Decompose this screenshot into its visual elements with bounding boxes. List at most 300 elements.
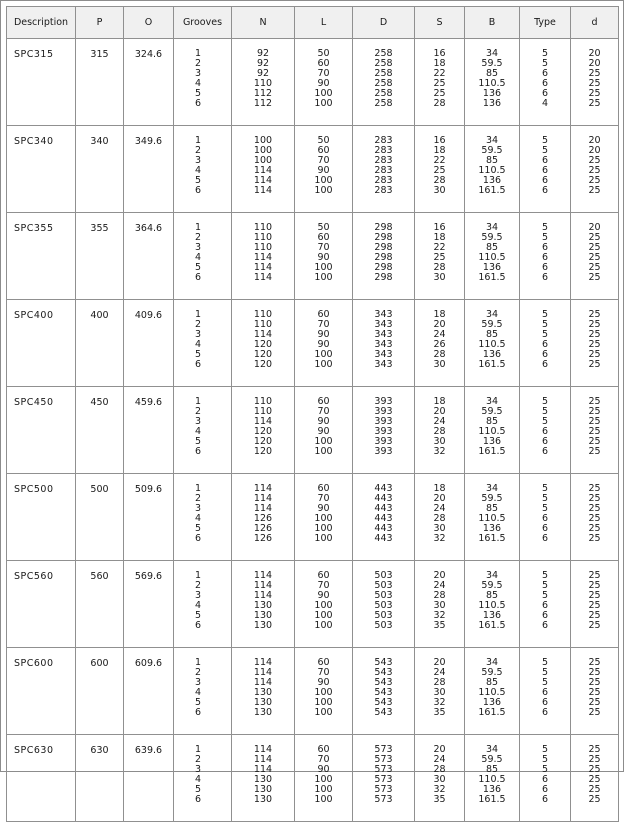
d-value: 25 — [588, 794, 601, 805]
groove-value: 5 — [195, 349, 202, 360]
d-value: 25 — [588, 513, 601, 524]
d-value: 393 — [374, 446, 393, 457]
groove-value: 3 — [195, 677, 202, 688]
l-cell — [295, 213, 353, 300]
b-value: 85 — [485, 503, 499, 514]
b-value: 110.5 — [478, 774, 506, 785]
n-value: 120 — [253, 446, 273, 457]
n-value: 114 — [253, 590, 273, 601]
p-cell: 600 — [76, 648, 124, 735]
n-cell — [232, 213, 295, 300]
groove-value: 4 — [195, 774, 202, 785]
grooves-cell — [174, 387, 232, 474]
b-value: 59.5 — [481, 493, 503, 504]
header-p: P — [76, 7, 124, 39]
s-value: 18 — [433, 483, 446, 494]
d-value: 25 — [588, 309, 601, 320]
groove-value: 2 — [195, 406, 202, 417]
d-value: 543 — [374, 657, 393, 668]
b-value: 59.5 — [481, 319, 503, 330]
d-value: 343 — [374, 349, 393, 360]
d-value: 543 — [374, 667, 393, 678]
b-value: 136 — [482, 784, 502, 795]
o-cell: 349.6 — [124, 126, 174, 213]
description-cell: SPC450 — [7, 387, 76, 474]
d-value: 573 — [374, 784, 393, 795]
o-cell: 639.6 — [124, 735, 174, 822]
type-value: 5 — [541, 667, 549, 678]
l-value: 70 — [317, 242, 330, 253]
d-value: 343 — [374, 359, 393, 370]
groove-value: 3 — [195, 155, 202, 166]
d-value: 25 — [588, 185, 601, 196]
n-value: 130 — [253, 794, 273, 805]
n-value: 110 — [253, 309, 273, 320]
l-value: 90 — [317, 78, 330, 89]
type-value: 6 — [541, 242, 549, 253]
n-value: 130 — [253, 687, 273, 698]
p-cell: 400 — [76, 300, 124, 387]
b-cell — [465, 126, 520, 213]
b-value: 34 — [485, 222, 499, 233]
type-value: 5 — [541, 483, 549, 494]
s-value: 28 — [433, 590, 446, 601]
l-cell — [295, 387, 353, 474]
l-value: 100 — [314, 774, 333, 785]
n-value: 130 — [253, 610, 273, 621]
d-value: 298 — [374, 242, 393, 253]
groove-value: 2 — [195, 232, 202, 243]
d-value: 25 — [588, 252, 601, 263]
b-value: 34 — [485, 309, 499, 320]
type-value: 5 — [541, 222, 549, 233]
b-value: 85 — [485, 155, 499, 166]
o-cell: 509.6 — [124, 474, 174, 561]
type-value: 6 — [541, 446, 549, 457]
b-cell — [465, 213, 520, 300]
d-cell — [571, 648, 619, 735]
b-value: 34 — [485, 135, 499, 146]
d-value: 25 — [588, 493, 601, 504]
b-value: 34 — [485, 48, 499, 59]
s-value: 16 — [433, 135, 446, 146]
n-value: 120 — [253, 359, 273, 370]
n-value: 120 — [253, 339, 273, 350]
type-cell — [520, 474, 571, 561]
l-value: 100 — [314, 687, 333, 698]
l-value: 60 — [317, 396, 330, 407]
groove-value: 1 — [195, 570, 202, 581]
d-value: 283 — [374, 185, 393, 196]
s-value: 32 — [433, 446, 446, 457]
l-value: 100 — [314, 446, 333, 457]
type-value: 6 — [541, 88, 549, 99]
d-cell — [571, 126, 619, 213]
n-value: 92 — [256, 68, 270, 79]
type-value: 5 — [541, 570, 549, 581]
d-cell — [353, 300, 415, 387]
d-value: 298 — [374, 262, 393, 273]
groove-value: 6 — [195, 446, 202, 457]
d-cell — [571, 387, 619, 474]
d-value: 25 — [588, 784, 601, 795]
type-value: 6 — [541, 687, 549, 698]
d-value: 25 — [588, 523, 601, 534]
table-row — [7, 213, 619, 300]
d-value: 443 — [374, 483, 393, 494]
d-value: 258 — [374, 48, 393, 59]
groove-value: 3 — [195, 329, 202, 340]
d-cell — [353, 735, 415, 822]
d-value: 573 — [374, 794, 393, 805]
l-value: 90 — [317, 165, 330, 176]
d-value: 25 — [588, 620, 601, 631]
d-value: 543 — [374, 697, 393, 708]
o-cell: 324.6 — [124, 39, 174, 126]
d-value: 25 — [588, 426, 601, 437]
b-value: 34 — [485, 657, 499, 668]
table-row — [7, 387, 619, 474]
d-value: 25 — [588, 667, 601, 678]
s-value: 22 — [433, 242, 446, 253]
d-value: 503 — [374, 580, 393, 591]
d-value: 443 — [374, 533, 393, 544]
d-value: 20 — [588, 58, 601, 69]
b-cell — [465, 300, 520, 387]
groove-value: 5 — [195, 784, 202, 795]
l-value: 70 — [317, 406, 330, 417]
n-value: 114 — [253, 185, 273, 196]
d-value: 20 — [588, 48, 601, 59]
n-value: 110 — [253, 78, 273, 89]
type-value: 6 — [541, 155, 549, 166]
s-value: 20 — [433, 319, 446, 330]
d-value: 298 — [374, 222, 393, 233]
b-value: 110.5 — [478, 339, 506, 350]
groove-value: 6 — [195, 359, 202, 370]
groove-value: 4 — [195, 78, 202, 89]
type-value: 6 — [541, 707, 549, 718]
n-value: 110 — [253, 242, 273, 253]
d-value: 258 — [374, 98, 393, 109]
l-cell — [295, 474, 353, 561]
d-value: 25 — [588, 242, 601, 253]
groove-value: 2 — [195, 754, 202, 765]
b-value: 161.5 — [478, 359, 506, 370]
n-value: 126 — [253, 533, 273, 544]
s-value: 24 — [433, 667, 446, 678]
b-value: 136 — [482, 523, 502, 534]
s-cell — [415, 213, 465, 300]
d-value: 25 — [588, 339, 601, 350]
type-value: 5 — [541, 135, 549, 146]
l-value: 100 — [314, 513, 333, 524]
b-value: 110.5 — [478, 252, 506, 263]
s-value: 30 — [433, 185, 446, 196]
d-value: 298 — [374, 252, 393, 263]
groove-value: 3 — [195, 590, 202, 601]
type-value: 6 — [541, 175, 549, 186]
grooves-cell — [174, 474, 232, 561]
b-cell — [465, 474, 520, 561]
d-value: 503 — [374, 600, 393, 611]
s-value: 22 — [433, 155, 446, 166]
s-value: 30 — [433, 359, 446, 370]
d-value: 25 — [588, 744, 601, 755]
d-value: 25 — [588, 416, 601, 427]
d-value: 25 — [588, 503, 601, 514]
d-value: 298 — [374, 232, 393, 243]
d-cell — [353, 126, 415, 213]
l-value: 100 — [314, 262, 333, 273]
n-value: 114 — [253, 272, 273, 283]
s-value: 18 — [433, 396, 446, 407]
n-value: 114 — [253, 764, 273, 775]
b-value: 136 — [482, 98, 502, 109]
description-cell: SPC500 — [7, 474, 76, 561]
type-value: 5 — [541, 677, 549, 688]
l-value: 60 — [317, 309, 330, 320]
grooves-cell — [174, 561, 232, 648]
d-value: 258 — [374, 88, 393, 99]
s-value: 30 — [433, 272, 446, 283]
s-value: 30 — [433, 523, 446, 534]
groove-value: 4 — [195, 513, 202, 524]
n-value: 114 — [253, 677, 273, 688]
type-value: 6 — [541, 794, 549, 805]
type-value: 5 — [541, 590, 549, 601]
d-value: 393 — [374, 406, 393, 417]
d-value: 25 — [588, 175, 601, 186]
groove-value: 5 — [195, 262, 202, 273]
description-cell: SPC630 — [7, 735, 76, 822]
n-value: 114 — [253, 252, 273, 263]
s-value: 35 — [433, 794, 446, 805]
groove-value: 1 — [195, 222, 202, 233]
l-value: 90 — [317, 426, 330, 437]
d-value: 573 — [374, 764, 393, 775]
n-value: 114 — [253, 744, 273, 755]
d-value: 503 — [374, 610, 393, 621]
grooves-cell — [174, 735, 232, 822]
n-value: 114 — [253, 483, 273, 494]
type-value: 5 — [541, 319, 549, 330]
b-value: 161.5 — [478, 446, 506, 457]
groove-value: 1 — [195, 396, 202, 407]
o-cell: 569.6 — [124, 561, 174, 648]
n-cell — [232, 474, 295, 561]
d-value: 25 — [588, 359, 601, 370]
b-value: 34 — [485, 396, 499, 407]
groove-value: 1 — [195, 135, 202, 146]
type-value: 6 — [541, 697, 549, 708]
d-value: 543 — [374, 677, 393, 688]
n-value: 130 — [253, 620, 273, 631]
groove-value: 2 — [195, 58, 202, 69]
d-value: 25 — [588, 98, 601, 109]
type-value: 5 — [541, 754, 549, 765]
n-value: 100 — [253, 145, 273, 156]
type-value: 6 — [541, 436, 549, 447]
d-value: 25 — [588, 406, 601, 417]
b-value: 59.5 — [481, 232, 503, 243]
grooves-cell — [174, 648, 232, 735]
l-value: 100 — [314, 707, 333, 718]
d-value: 503 — [374, 570, 393, 581]
d-value: 25 — [588, 262, 601, 273]
groove-value: 5 — [195, 436, 202, 447]
d-value: 25 — [588, 232, 601, 243]
o-cell: 609.6 — [124, 648, 174, 735]
d-value: 25 — [588, 590, 601, 601]
l-value: 100 — [314, 523, 333, 534]
grooves-cell — [174, 300, 232, 387]
s-value: 32 — [433, 697, 446, 708]
d-value: 258 — [374, 68, 393, 79]
groove-value: 4 — [195, 426, 202, 437]
b-cell — [465, 735, 520, 822]
b-value: 59.5 — [481, 754, 503, 765]
d-value: 25 — [588, 349, 601, 360]
n-value: 120 — [253, 349, 273, 360]
n-value: 126 — [253, 513, 273, 524]
type-value: 5 — [541, 503, 549, 514]
n-value: 126 — [253, 523, 273, 534]
p-cell: 560 — [76, 561, 124, 648]
b-value: 85 — [485, 242, 499, 253]
type-value: 6 — [541, 339, 549, 350]
d-value: 25 — [588, 570, 601, 581]
l-value: 60 — [317, 145, 330, 156]
b-value: 136 — [482, 175, 502, 186]
header-o: O — [124, 7, 174, 39]
l-value: 70 — [317, 493, 330, 504]
d-value: 283 — [374, 135, 393, 146]
o-cell: 409.6 — [124, 300, 174, 387]
s-cell — [415, 735, 465, 822]
groove-value: 6 — [195, 98, 202, 109]
groove-value: 5 — [195, 88, 202, 99]
groove-value: 6 — [195, 620, 202, 631]
l-cell — [295, 648, 353, 735]
type-value: 5 — [541, 48, 549, 59]
s-value: 20 — [433, 406, 446, 417]
b-value: 161.5 — [478, 533, 506, 544]
b-value: 85 — [485, 416, 499, 427]
d-value: 25 — [588, 483, 601, 494]
grooves-cell — [174, 39, 232, 126]
d-value: 25 — [588, 272, 601, 283]
b-value: 34 — [485, 744, 499, 755]
groove-value: 5 — [195, 697, 202, 708]
s-cell — [415, 561, 465, 648]
b-value: 34 — [485, 570, 499, 581]
groove-value: 5 — [195, 610, 202, 621]
l-value: 50 — [317, 48, 330, 59]
groove-value: 2 — [195, 319, 202, 330]
s-value: 32 — [433, 784, 446, 795]
d-value: 20 — [588, 135, 601, 146]
n-value: 112 — [253, 88, 273, 99]
groove-value: 4 — [195, 600, 202, 611]
s-cell — [415, 387, 465, 474]
table-body — [7, 39, 619, 822]
type-cell — [520, 735, 571, 822]
l-value: 90 — [317, 339, 330, 350]
d-value: 25 — [588, 657, 601, 668]
d-value: 25 — [588, 774, 601, 785]
d-value: 573 — [374, 754, 393, 765]
l-value: 100 — [314, 697, 333, 708]
n-value: 114 — [253, 503, 273, 514]
type-value: 5 — [541, 396, 549, 407]
n-cell — [232, 387, 295, 474]
n-cell — [232, 126, 295, 213]
d-cell — [353, 39, 415, 126]
d-cell — [353, 648, 415, 735]
s-value: 16 — [433, 48, 446, 59]
b-value: 59.5 — [481, 58, 503, 69]
groove-value: 1 — [195, 48, 202, 59]
s-value: 18 — [433, 58, 446, 69]
groove-value: 4 — [195, 339, 202, 350]
d-cell — [571, 213, 619, 300]
description-cell: SPC400 — [7, 300, 76, 387]
groove-value: 2 — [195, 145, 202, 156]
d-value: 258 — [374, 78, 393, 89]
d-cell — [353, 561, 415, 648]
s-value: 24 — [433, 754, 446, 765]
type-cell — [520, 39, 571, 126]
d-value: 283 — [374, 165, 393, 176]
groove-value: 5 — [195, 175, 202, 186]
d-value: 543 — [374, 687, 393, 698]
d-value: 25 — [588, 677, 601, 688]
l-cell — [295, 561, 353, 648]
n-value: 110 — [253, 222, 273, 233]
s-value: 28 — [433, 98, 446, 109]
d-value: 25 — [588, 687, 601, 698]
d-value: 503 — [374, 590, 393, 601]
grooves-cell — [174, 213, 232, 300]
p-cell: 340 — [76, 126, 124, 213]
header-description: Description — [7, 7, 76, 39]
b-cell — [465, 648, 520, 735]
type-cell — [520, 648, 571, 735]
d-cell — [353, 474, 415, 561]
l-value: 100 — [314, 784, 333, 795]
l-value: 100 — [314, 620, 333, 631]
groove-value: 5 — [195, 523, 202, 534]
description-cell: SPC600 — [7, 648, 76, 735]
l-value: 70 — [317, 667, 330, 678]
b-value: 85 — [485, 68, 499, 79]
type-value: 6 — [541, 185, 549, 196]
table-row — [7, 561, 619, 648]
l-value: 70 — [317, 754, 330, 765]
s-value: 24 — [433, 580, 446, 591]
s-value: 30 — [433, 600, 446, 611]
type-cell — [520, 213, 571, 300]
n-value: 92 — [256, 48, 270, 59]
s-value: 28 — [433, 349, 446, 360]
b-value: 161.5 — [478, 707, 506, 718]
s-value: 28 — [433, 764, 446, 775]
s-value: 28 — [433, 513, 446, 524]
l-cell — [295, 735, 353, 822]
b-value: 136 — [482, 262, 502, 273]
header-grooves: Grooves — [174, 7, 232, 39]
